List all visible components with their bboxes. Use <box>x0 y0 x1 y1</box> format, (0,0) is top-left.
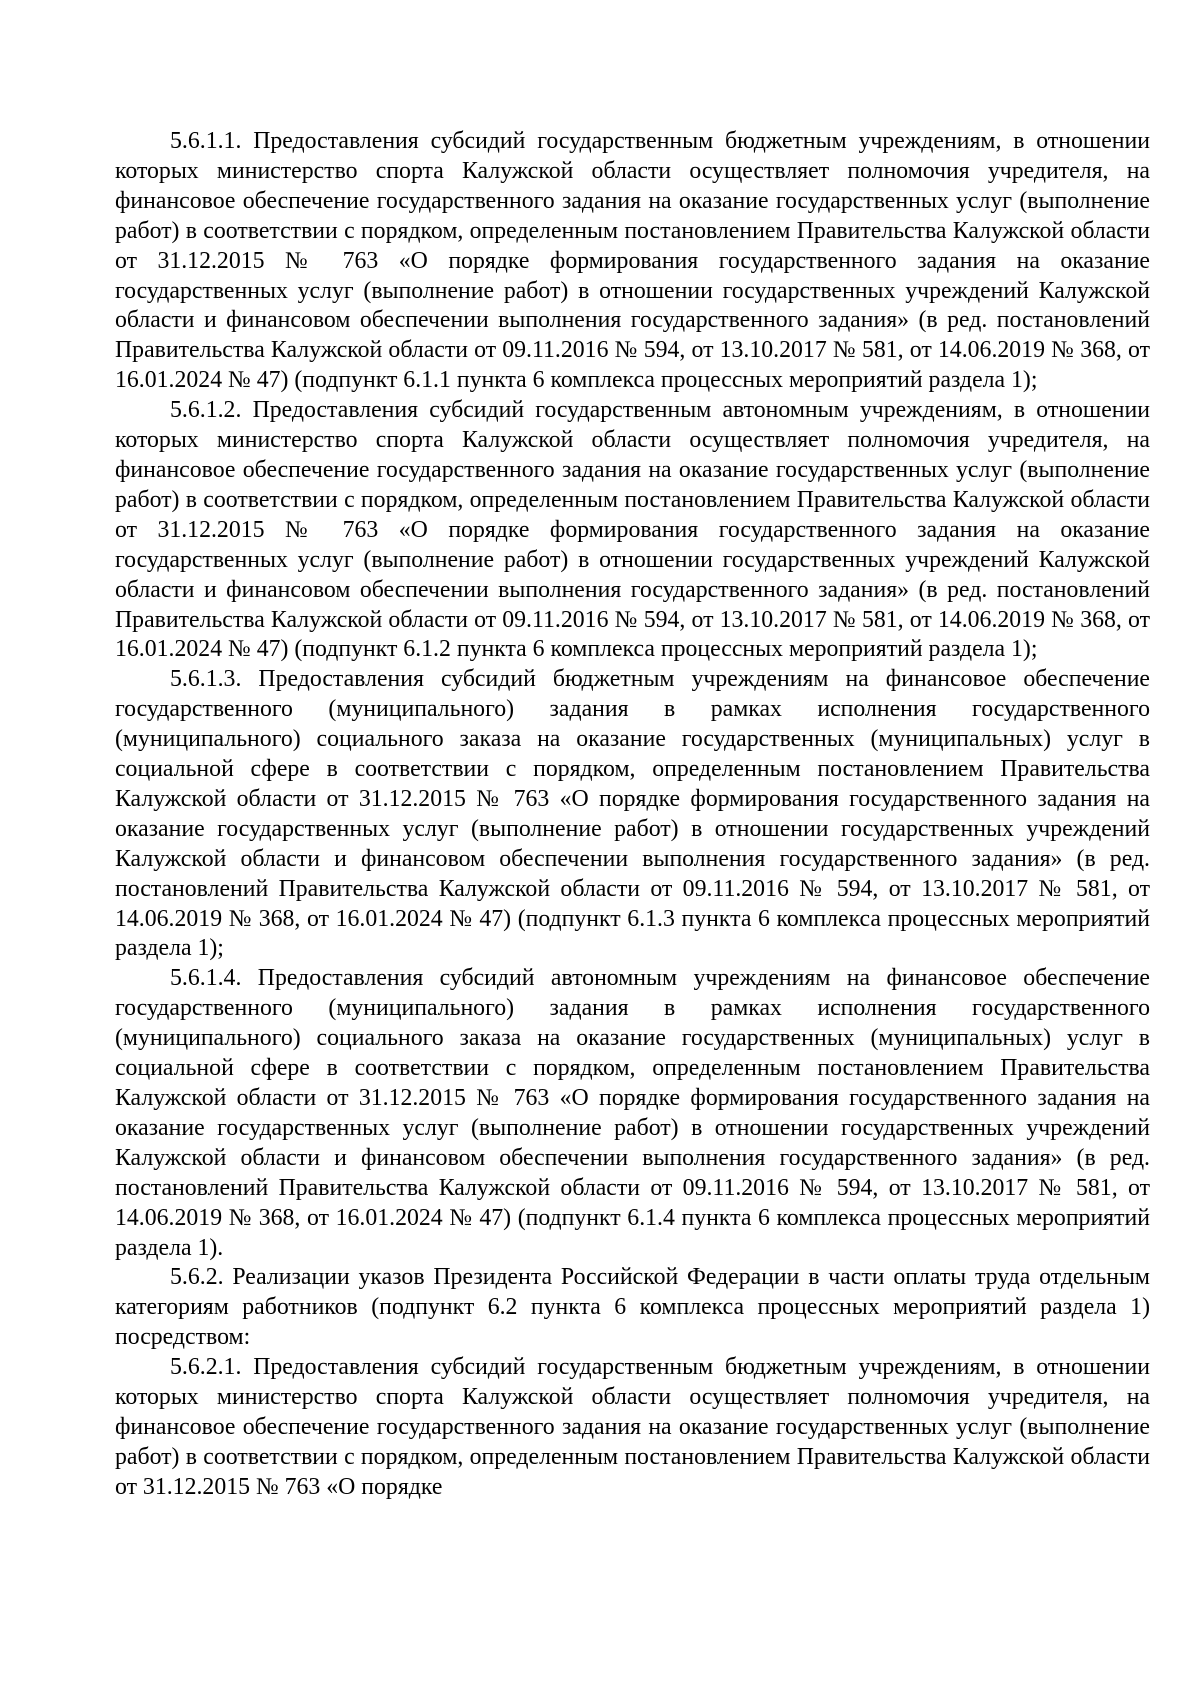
paragraph-5-6-2-1: 5.6.2.1. Предоставления субсидий государственным бюджетным учреждениям, в отношении которых министерство спорта Калужской области осуществляет полномочия учредителя, на финансовое обеспечение государственного задания на оказание государственных услуг (выполнение работ) в соответствии с порядком, определенным постановлением Правительства Калужской области от 31.12.2015 № 763 «О порядке <box>115 1354 1150 1500</box>
paragraph-5-6-1-1: 5.6.1.1. Предоставления субсидий государственным бюджетным учреждениям, в отношении которых министерство спорта Калужской области осуществляет полномочия учредителя, на финансовое обеспечение государственного задания на оказание государственных услуг (выполнение работ) в соответствии с порядком, определенным постановлением Правительства Калужской области от 31.12.2015 № 763 «О порядке формирования государственного задания на оказание государственных услуг (выполнение работ) в отношении государственных учреждений Калужской области и финансовом обеспечении выполнения государственного задания» (в ред. постановлений Правительства Калужской области от 09.11.2016 № 594, от 13.10.2017 № 581, от 14.06.2019 № 368, от 16.01.2024 № 47) (подпункт 6.1.1 пункта 6 комплекса процессных мероприятий раздела 1); <box>115 128 1150 394</box>
paragraph-5-6-2: 5.6.2. Реализации указов Президента Российской Федерации в части оплаты труда отдельным категориям работников (подпункт 6.2 пункта 6 комплекса процессных мероприятий раздела 1) посредством: <box>115 1264 1150 1351</box>
paragraph-5-6-1-2: 5.6.1.2. Предоставления субсидий государственным автономным учреждениям, в отношении которых министерство спорта Калужской области осуществляет полномочия учредителя, на финансовое обеспечение государственного задания на оказание государственных услуг (выполнение работ) в соответствии с порядком, определенным постановлением Правительства Калужской области от 31.12.2015 № 763 «О порядке формирования государственного задания на оказание государственных услуг (выполнение работ) в отношении государственных учреждений Калужской области и финансовом обеспечении выполнения государственного задания» (в ред. постановлений Правительства Калужской области от 09.11.2016 № 594, от 13.10.2017 № 581, от 14.06.2019 № 368, от 16.01.2024 № 47) (подпункт 6.1.2 пункта 6 комплекса процессных мероприятий раздела 1); <box>115 397 1150 663</box>
paragraph-5-6-1-3: 5.6.1.3. Предоставления субсидий бюджетным учреждениям на финансовое обеспечение государственного (муниципального) задания в рамках исполнения государственного (муниципального) социального заказа на оказание государственных (муниципальных) услуг в социальной сфере в соответствии с порядком, определенным постановлением Правительства Калужской области от 31.12.2015 № 763 «О порядке формирования государственного задания на оказание государственных услуг (выполнение работ) в отношении государственных учреждений Калужской области и финансовом обеспечении выполнения государственного задания» (в ред. постановлений Правительства Калужской области от 09.11.2016 № 594, от 13.10.2017 № 581, от 14.06.2019 № 368, от 16.01.2024 № 47) (подпункт 6.1.3 пункта 6 комплекса процессных мероприятий раздела 1); <box>115 666 1150 962</box>
paragraph-5-6-1-4: 5.6.1.4. Предоставления субсидий автономным учреждениям на финансовое обеспечение государственного (муниципального) задания в рамках исполнения государственного (муниципального) социального заказа на оказание государственных (муниципальных) услуг в социальной сфере в соответствии с порядком, определенным постановлением Правительства Калужской области от 31.12.2015 № 763 «О порядке формирования государственного задания на оказание государственных услуг (выполнение работ) в отношении государственных учреждений Калужской области и финансовом обеспечении выполнения государственного задания» (в ред. постановлений Правительства Калужской области от 09.11.2016 № 594, от 13.10.2017 № 581, от 14.06.2019 № 368, от 16.01.2024 № 47) (подпункт 6.1.4 пункта 6 комплекса процессных мероприятий раздела 1). <box>115 965 1150 1261</box>
document-body <box>115 127 1150 1503</box>
